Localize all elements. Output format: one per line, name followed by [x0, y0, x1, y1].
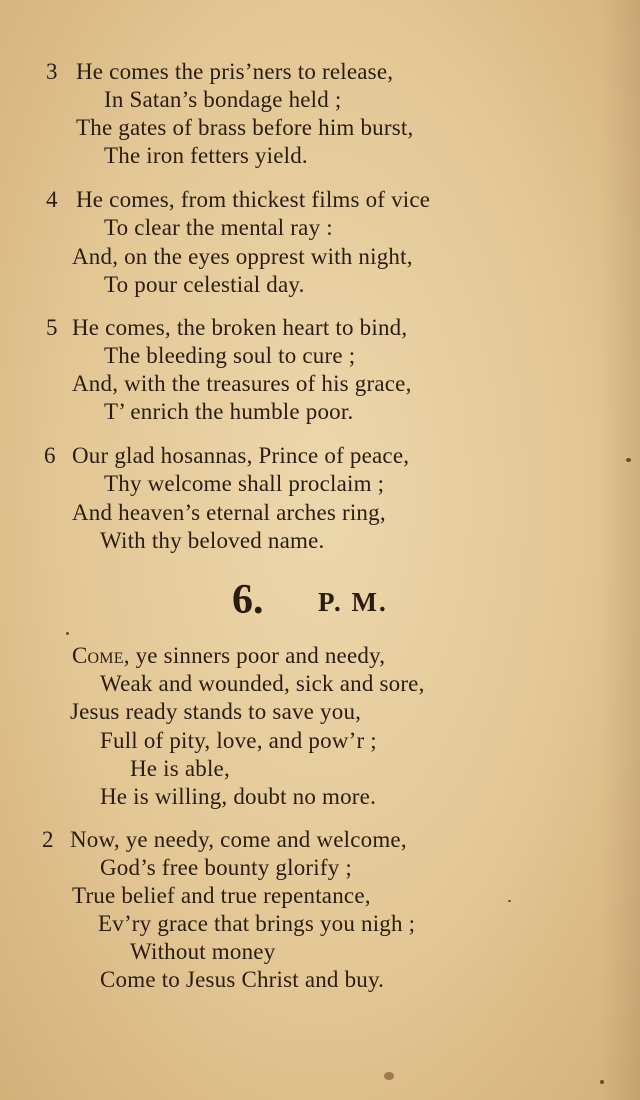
- verse-line-first: [72, 642, 385, 670]
- verse-line-rest: ye sinners poor and needy,: [129, 643, 386, 668]
- verse-line: Our glad hosannas, Prince of peace,: [72, 443, 410, 468]
- verse-line: Full of pity, love, and pow’r ;: [100, 728, 377, 753]
- verse-line: And, with the treasures of his grace,: [72, 371, 412, 396]
- verse-line: T’ enrich the humble poor.: [104, 399, 354, 424]
- paper-speck: [66, 632, 69, 635]
- paper-speck: [508, 900, 511, 902]
- stanza-number: 3: [46, 59, 58, 84]
- verse-line: God’s free bounty glorify ;: [100, 855, 352, 880]
- verse-line: And, on the eyes opprest with night,: [72, 244, 413, 269]
- verse-line: The gates of brass before him burst,: [76, 115, 414, 140]
- verse-line: With thy beloved name.: [100, 528, 325, 553]
- verse-line: He is willing, doubt no more.: [100, 784, 377, 809]
- drop-word: Come,: [72, 643, 130, 668]
- stanza-number: 2: [42, 827, 54, 852]
- verse-line: Without money: [130, 939, 276, 964]
- verse-line: He comes, from thickest films of vice: [76, 187, 431, 212]
- hymn-number: 6.: [232, 577, 264, 623]
- verse-line: The iron fetters yield.: [104, 143, 308, 168]
- verse-line: He is able,: [130, 756, 230, 781]
- verse-line: He comes the pris’ners to release,: [76, 59, 394, 84]
- paper-speck: [626, 458, 631, 462]
- verse-line: And heaven’s eternal arches ring,: [72, 500, 386, 525]
- verse-line: Now, ye needy, come and welcome,: [70, 827, 407, 852]
- verse-line: To pour celestial day.: [104, 272, 305, 297]
- verse-line: Thy welcome shall proclaim ;: [104, 471, 385, 496]
- verse-line: Come to Jesus Christ and buy.: [100, 967, 385, 992]
- verse-line: Jesus ready stands to save you,: [70, 699, 362, 724]
- verse-line: He comes, the broken heart to bind,: [72, 315, 408, 340]
- page-edge-shadow: [600, 0, 640, 1100]
- verse-line: Ev’ry grace that brings you nigh ;: [98, 911, 416, 936]
- hymn-meter: P. M.: [318, 587, 388, 617]
- verse-line: The bleeding soul to cure ;: [104, 343, 356, 368]
- verse-line: True belief and true repentance,: [72, 883, 371, 908]
- verse-line: In Satan’s bondage held ;: [104, 87, 342, 112]
- paper-speck: [600, 1080, 604, 1084]
- stanza-number: 5: [46, 315, 58, 340]
- paper-stain: [384, 1072, 394, 1080]
- stanza-number: 6: [44, 443, 56, 468]
- stanza-number: 4: [46, 187, 58, 212]
- verse-line: Weak and wounded, sick and sore,: [100, 671, 425, 696]
- verse-line: To clear the mental ray :: [104, 215, 333, 240]
